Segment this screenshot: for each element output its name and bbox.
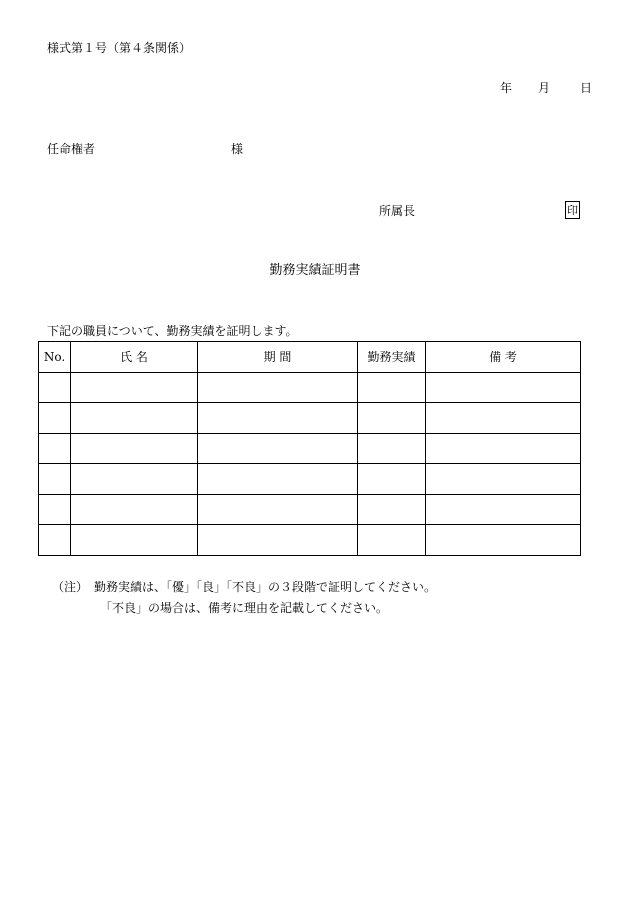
table-row <box>39 372 581 403</box>
appointer-label: 任命権者 <box>47 142 96 156</box>
intro-text: 下記の職員について、勤務実績を証明します。 <box>47 324 298 338</box>
appointer-honorific: 様 <box>231 142 244 156</box>
cell-period <box>198 525 358 556</box>
cell-no <box>39 372 71 403</box>
cell-remarks <box>426 433 581 464</box>
cell-remarks <box>426 464 581 495</box>
date-year-label: 年 <box>500 81 513 95</box>
cell-period <box>198 403 358 434</box>
note-line-2: 「不良」の場合は、備考に理由を記載してください。 <box>100 601 389 615</box>
cell-name <box>71 433 198 464</box>
certification-table <box>38 341 581 556</box>
header-remarks: 備 考 <box>426 342 581 373</box>
table-row <box>39 525 581 556</box>
cell-remarks <box>426 525 581 556</box>
header-work-record: 勤務実績 <box>358 342 426 373</box>
header-name: 氏 名 <box>71 342 198 373</box>
cell-no <box>39 525 71 556</box>
department-head-label: 所属長 <box>379 204 416 218</box>
cell-remarks <box>426 372 581 403</box>
cell-work-record <box>358 433 426 464</box>
cell-period <box>198 433 358 464</box>
cell-name <box>71 372 198 403</box>
cell-name <box>71 403 198 434</box>
cell-name <box>71 464 198 495</box>
note-label: （注） <box>52 580 89 594</box>
table-row <box>39 464 581 495</box>
cell-work-record <box>358 494 426 525</box>
table-row <box>39 403 581 434</box>
cell-no <box>39 494 71 525</box>
date-line <box>500 82 592 94</box>
cell-no <box>39 464 71 495</box>
form-number: 様式第１号（第４条関係） <box>47 41 192 55</box>
cell-work-record <box>358 525 426 556</box>
date-month-label: 月 <box>538 81 551 95</box>
table-header-row <box>39 342 581 373</box>
cell-name <box>71 525 198 556</box>
cell-work-record <box>358 372 426 403</box>
document-title: 勤務実績証明書 <box>269 263 361 278</box>
table-row <box>39 433 581 464</box>
cell-period <box>198 464 358 495</box>
cell-remarks <box>426 403 581 434</box>
cell-no <box>39 433 71 464</box>
seal-mark: 印 <box>565 201 580 219</box>
cell-period <box>198 494 358 525</box>
header-no: No. <box>39 342 71 373</box>
cell-work-record <box>358 403 426 434</box>
cell-work-record <box>358 464 426 495</box>
note-line-1: 勤務実績は、「優」「良」「不良」の３段階で証明してください。 <box>94 580 437 594</box>
date-day-label: 日 <box>580 81 593 95</box>
cell-period <box>198 372 358 403</box>
header-period: 期 間 <box>198 342 358 373</box>
cell-name <box>71 494 198 525</box>
cell-remarks <box>426 494 581 525</box>
table-row <box>39 494 581 525</box>
cell-no <box>39 403 71 434</box>
